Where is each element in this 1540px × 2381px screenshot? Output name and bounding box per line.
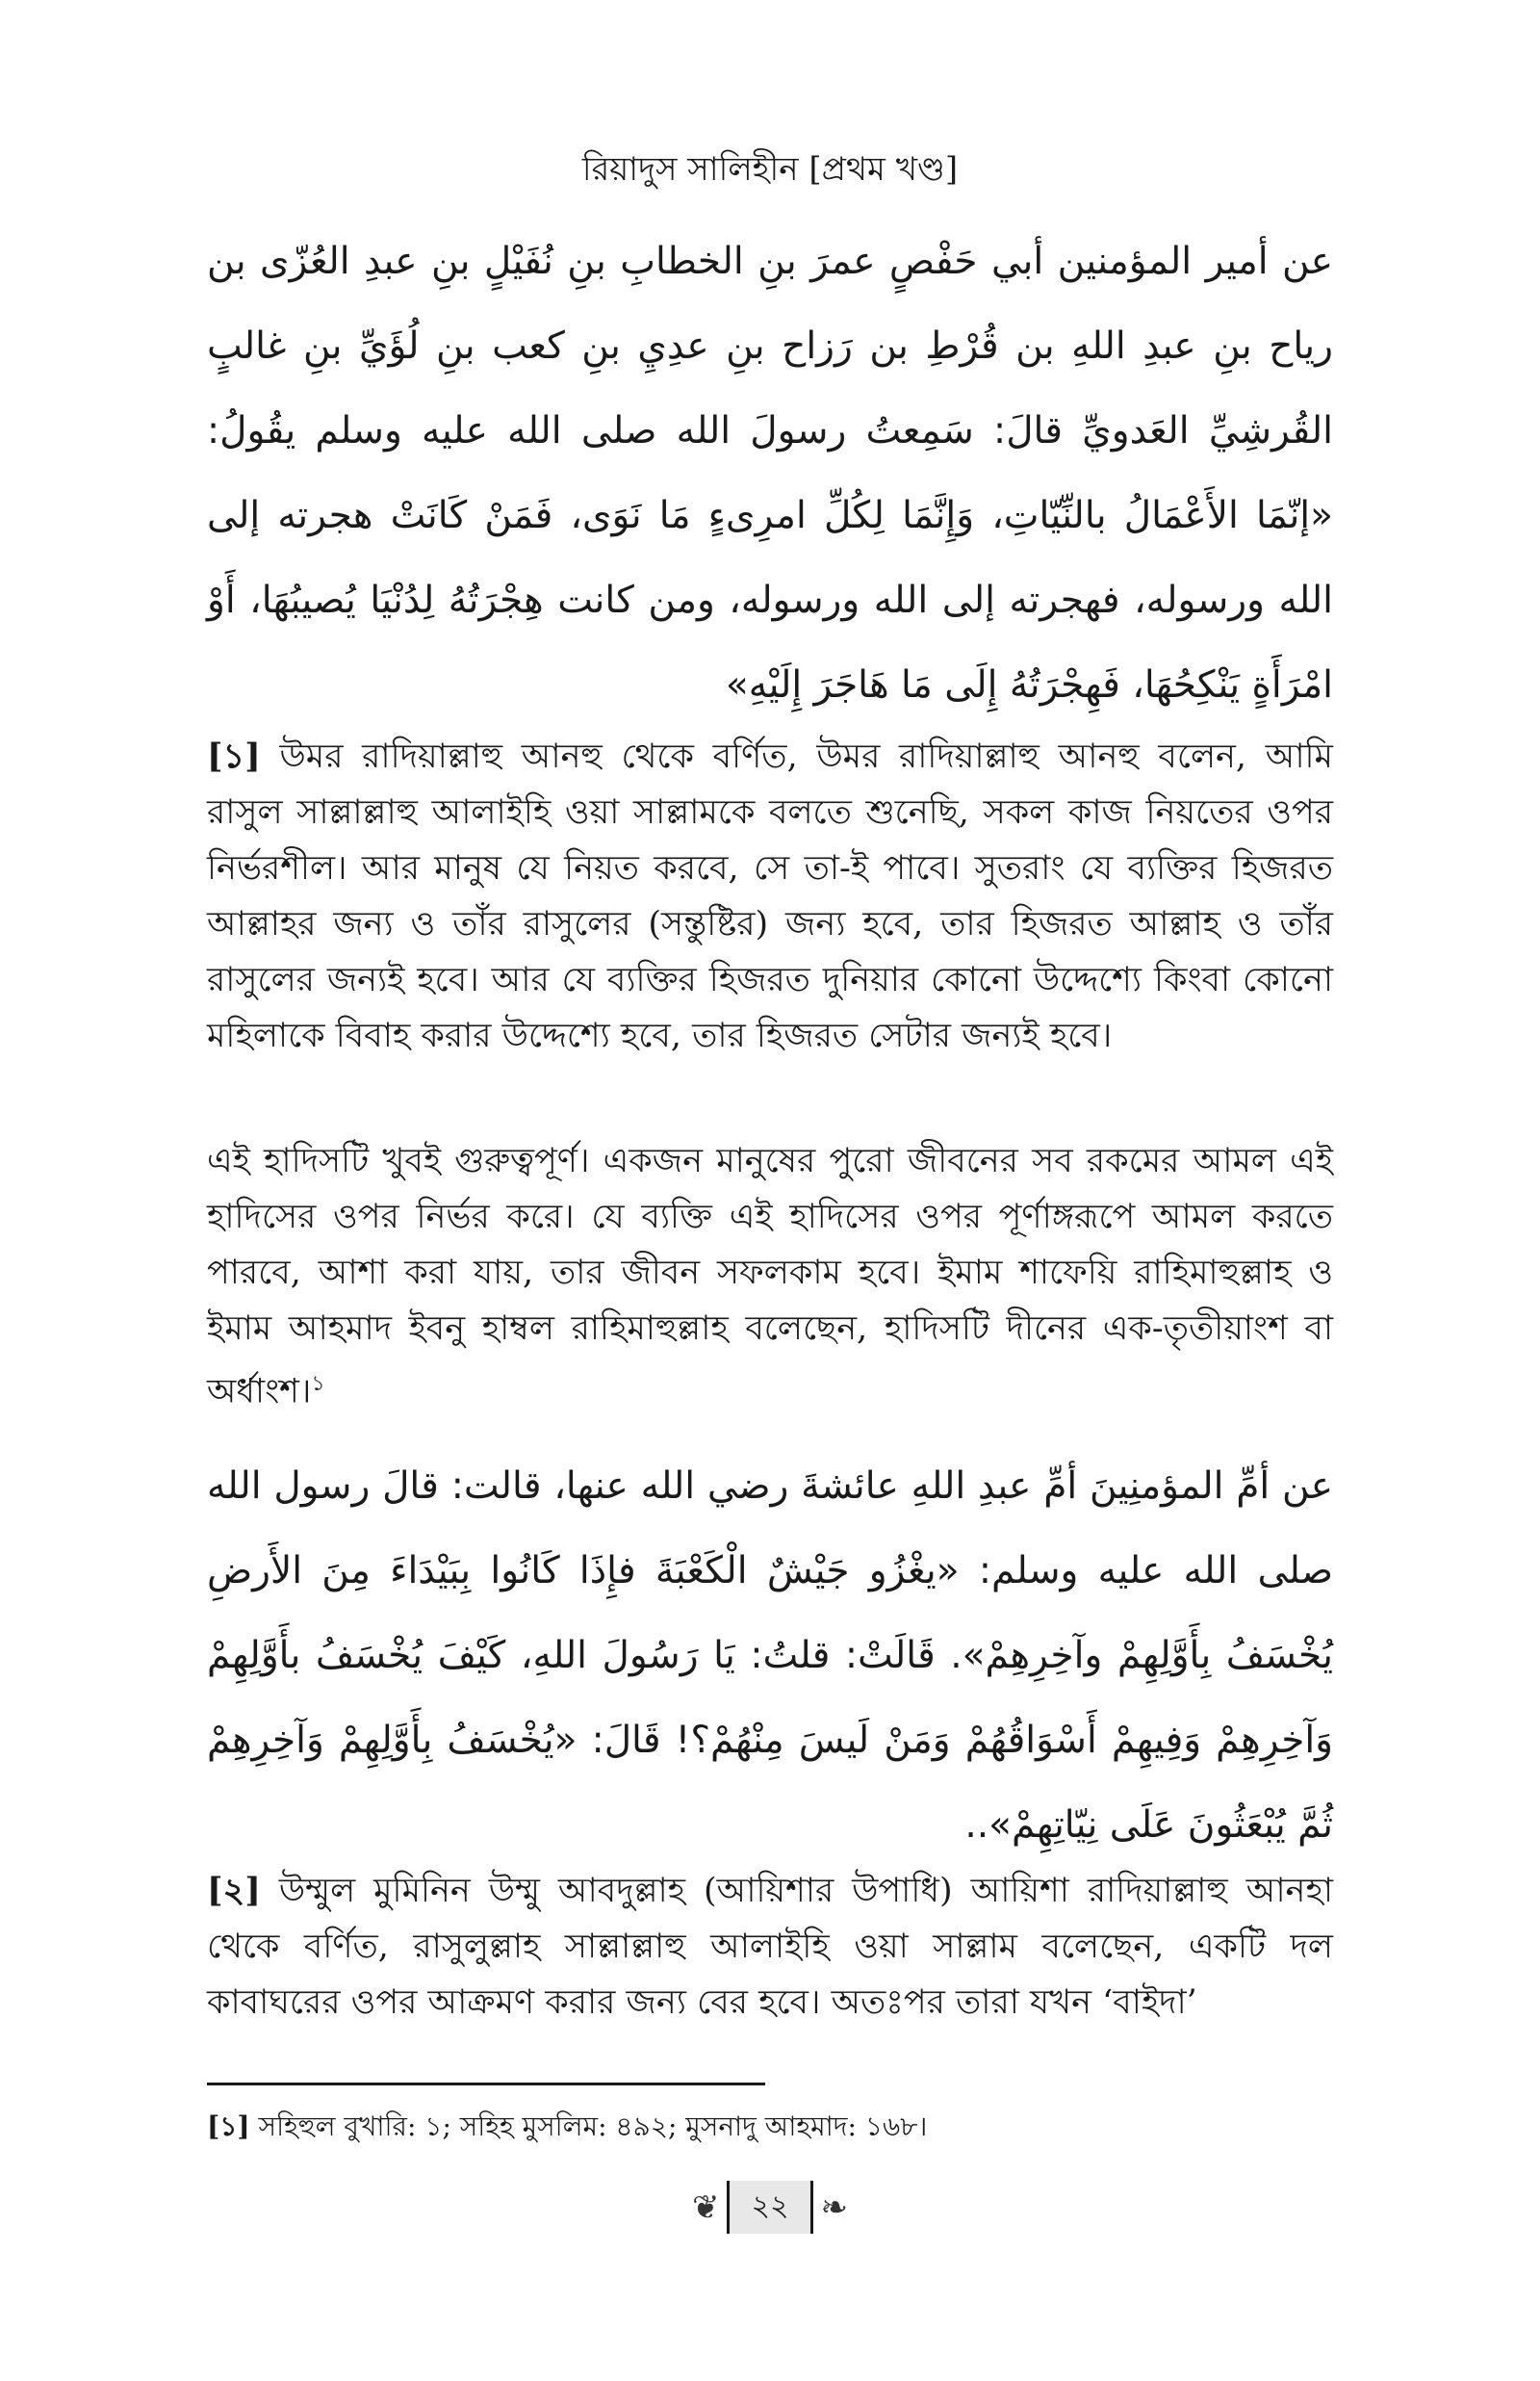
hadith-2-translation-text: উম্মুল মুমিনিন উম্মু আবদুল্লাহ (আয়িশার উপাধি) আয়িশা রাদিয়াল্লাহু আনহা থেকে বর্ণিত, রাসুলুল্লাহ সাল্লাল্লাহু আলাইহি ওয়া সাল্লাম বলেছেন, একটি দল কাবাঘরের ওপর আক্রমণ করার জন্য বের হবে। অতঃপর তারা যখন ‘বাইদা’ (207, 1872, 1333, 2022)
hadith-1-arabic: عن أمير المؤمنين أبي حَفْصٍ عمرَ بنِ الخطابِ بنِ نُفَيْلٍ بنِ عبدِ العُزّى بن رياح بنِ عبدِ اللهِ بن قُرْطِ بن رَزاح بنِ عدِيِ بنِ كعب بنِ لُؤَيِّ بنِ غالبٍ القُرشِيِّ العَدويِّ قالَ: سَمِعتُ رسولَ الله صلى الله عليه وسلم يقُولُ: «إنّمَا الأَعْمَالُ بالنِّيّاتِ، وَإِنَّمَا لِكُلِّ امرِىءٍ مَا نَوَى، فَمَنْ كَانَتْ هجرته إلى الله ورسوله، فهجرته إلى الله ورسوله، ومن كانت هِجْرَتُهُ لِدُنْيَا يُصيبُهَا، أَوْ امْرَأَةٍ يَنْكِحُهَا، فَهِجْرَتُهُ إِلَى مَا هَاجَرَ إِلَيْهِ» (207, 240, 1333, 707)
page-number-area (0, 2181, 1540, 2234)
left-ornament-icon: ❦ (691, 2187, 720, 2227)
footnote-divider (207, 2083, 765, 2085)
running-header: রিয়াদুস সালিহীন [প্রথম খণ্ড] (581, 150, 959, 189)
footnote-number: [১] (207, 2110, 250, 2142)
hadith-2-number: [২] (207, 1871, 261, 1910)
right-ornament-icon: ❧ (820, 2187, 848, 2227)
hadith-1-number: [১] (207, 737, 261, 776)
hadith-1-commentary-text: এই হাদিসটি খুবই গুরুত্বপূর্ণ। একজন মানুষের পুরো জীবনের সব রকমের আমল এই হাদিসের ওপর নির্ভর করে। যে ব্যক্তি এই হাদিসের ওপর পূর্ণাঙ্গরূপে আমল করতে পারবে, আশা করা যায়, তার জীবন সফলকাম হবে। ইমাম শাফেয়ি রাহিমাহুল্লাহ ও ইমাম আহমাদ ইবনু হাম্বল রাহিমাহুল্লাহ বলেছেন, হাদিসটি দীনের এক-তৃতীয়াংশ বা অর্ধাংশ। (207, 1142, 1333, 1411)
hadith-1-commentary (207, 1133, 1333, 1420)
hadith-1-translation (207, 729, 1333, 1064)
footnote-text: সহিহুল বুখারি: ১; সহিহ মুসলিম: ৪৯২; মুসনাদু আহমাদ: ১৬৮। (258, 2110, 928, 2142)
hadith-1-translation-text: উমর রাদিয়াল্লাহু আনহু থেকে বর্ণিত, উমর রাদিয়াল্লাহু আনহু বলেন, আমি রাসুল সাল্লাল্লাহু আলাইহি ওয়া সাল্লামকে বলতে শুনেছি, সকল কাজ নিয়তের ওপর নির্ভরশীল। আর মানুষ যে নিয়ত করবে, সে তা-ই পাবে। সুতরাং যে ব্যক্তির হিজরত আল্লাহর জন্য ও তাঁর রাসুলের (সন্তুষ্টির) জন্য হবে, তার হিজরত আল্লাহ ও তাঁর রাসুলের জন্যই হবে। আর যে ব্যক্তির হিজরত দুনিয়ার কোনো উদ্দেশ্যে কিংবা কোনো মহিলাকে বিবাহ করার উদ্দেশ্যে হবে, তার হিজরত সেটার জন্যই হবে। (207, 738, 1333, 1055)
footnote (207, 2106, 927, 2151)
footnote-reference[interactable]: ১ (311, 1372, 325, 1396)
page-number: ২২ (727, 2181, 812, 2234)
hadith-2-translation (207, 1863, 1333, 2031)
hadith-2-arabic: عن أمِّ المؤمنِينَ أمِّ عبدِ اللهِ عائشةَ رضي الله عنها، قالت: قالَ رسول الله صلى الله عليه وسلم: «يغْزُو جَيْشٌ الْكَعْبَةَ فإِذَا كَانُوا بِبَيْدَاءَ مِنَ الأَرضِ يُخْسَفُ بِأَوَّلِهِمْ وآخِرِهِمْ». قَالَتْ: قلتُ: يَا رَسُولَ اللهِ، كَيْفَ يُخْسَفُ بأَوَّلِهِمْ وَآخِرِهِمْ وَفِيهِمْ أَسْوَاقُهُمْ وَمَنْ لَيسَ مِنْهُمْ؟! قَالَ: «يُخْسَفُ بِأَوَّلِهِمْ وَآخِرِهِمْ ثُمَّ يُبْعَثُونَ عَلَى نِيّاتِهِمْ».. (207, 1464, 1333, 1847)
